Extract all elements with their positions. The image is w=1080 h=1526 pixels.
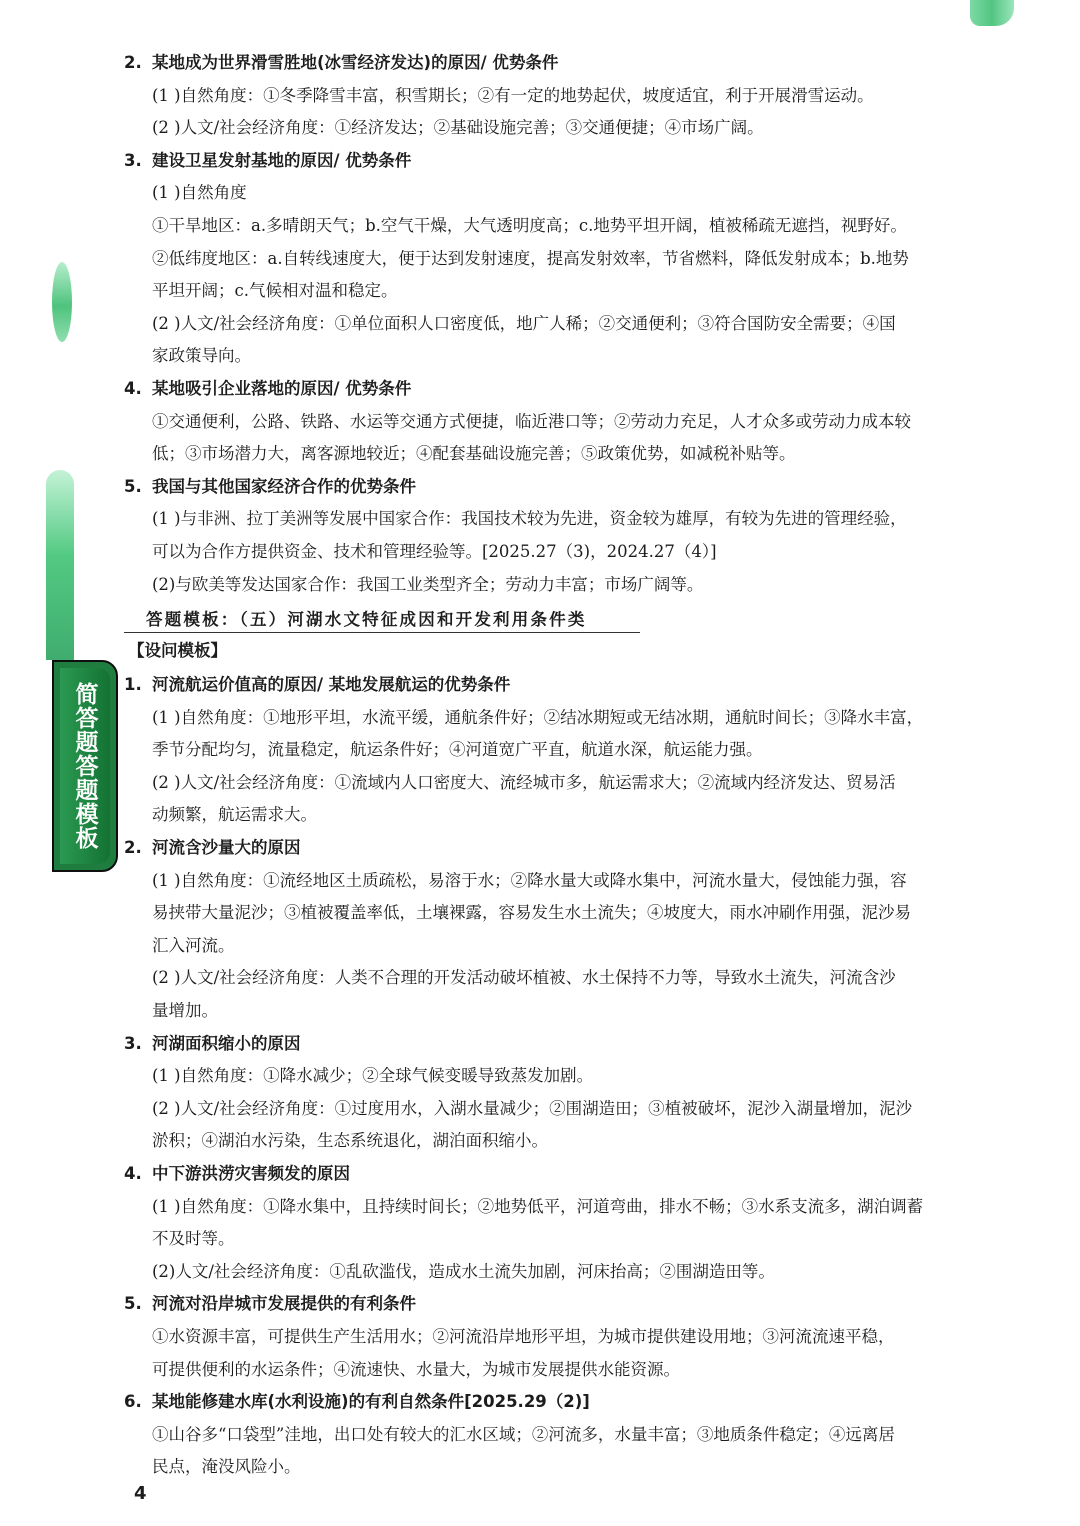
body-text-line: (1 )自然角度：①冬季降雪丰富，积雪期长；②有一定的地势起伏，坡度适宜，利于开展滑雪运动。 xyxy=(152,85,874,105)
section-title: 建设卫星发射基地的原因/ 优势条件 xyxy=(152,150,412,170)
section-title: 河流航运价值高的原因/ 某地发展航运的优势条件 xyxy=(152,675,511,694)
section-number: 2. xyxy=(124,53,142,72)
section-heading xyxy=(124,52,558,74)
section-title: 中下游洪涝灾害频发的原因 xyxy=(152,1164,350,1183)
body-text-line: 汇入河流。 xyxy=(152,935,235,955)
side-tab-inner xyxy=(60,668,110,864)
side-tab-label: 简答题答题模板 xyxy=(71,682,98,850)
section-title: 河湖面积缩小的原因 xyxy=(152,1033,301,1053)
body-text-line: (1 )自然角度 xyxy=(152,183,247,203)
section-number: 5. xyxy=(124,476,142,496)
body-text-line: (2 )人文/社会经济角度：①单位面积人口密度低，地广人稀；②交通便利；③符合国防安全需要；④国 xyxy=(152,313,896,333)
body-text-line: (1 )自然角度：①流经地区土质疏松，易溶于水；②降水量大或降水集中，河流水量大，侵蚀能力强，容 xyxy=(152,870,907,890)
body-text-line: 季节分配均匀，流量稳定，航运条件好；④河道宽广平直，航道水深，航运能力强。 xyxy=(152,740,763,760)
body-text-line: (2 )人文/社会经济角度：①经济发达；②基础设施完善；③交通便捷；④市场广阔。 xyxy=(152,118,764,138)
section-number: 1. xyxy=(124,675,142,694)
page-number: 4 xyxy=(134,1483,147,1504)
section-number: 4. xyxy=(124,1164,142,1183)
section-heading xyxy=(124,150,411,172)
section-title: 某地吸引企业落地的原因/ 优势条件 xyxy=(152,379,412,398)
body-text-line: (1 )与非洲、拉丁美洲等发展中国家合作：我国技术较为先进，资金较为雄厚，有较为先进的管理经验， xyxy=(152,509,907,529)
section-title: 某地成为世界滑雪胜地(冰雪经济发达)的原因/ 优势条件 xyxy=(152,53,559,72)
section-title: 河流对沿岸城市发展提供的有利条件 xyxy=(152,1294,416,1314)
body-text-line: (2 )人文/社会经济角度：①过度用水，入湖水量减少；②围湖造田；③植被破坏，泥沙入湖量增加，泥沙 xyxy=(152,1098,913,1118)
body-text-line: (1 )自然角度：①地形平坦，水流平缓，通航条件好；②结冰期短或无结冰期，通航时间长；③降水丰富， xyxy=(152,707,924,727)
section-title: 某地能修建水库(水利设施)的有利自然条件[2025.29（2)] xyxy=(152,1392,590,1412)
side-tab xyxy=(52,660,118,872)
section-heading xyxy=(124,476,416,498)
template-title: 答题模板：（五）河湖水文特征成因和开发利用条件类 xyxy=(146,610,587,629)
body-text-line: 低；③市场潜力大，离客源地较近；④配套基础设施完善；⑤政策优势，如减税补贴等。 xyxy=(152,444,796,464)
body-text-line: 易挟带大量泥沙；③植被覆盖率低，土壤裸露，容易发生水土流失；④坡度大，雨水冲刷作用强，泥沙易 xyxy=(152,903,911,923)
decorative-brush-mark xyxy=(970,0,1014,26)
body-text-line: ①交通便利，公路、铁路、水运等交通方式便捷，临近港口等；②劳动力充足，人才众多或劳动力成本较 xyxy=(152,411,911,431)
section-title: 河流含沙量大的原因 xyxy=(152,838,301,857)
body-text-line: 动频繁，航运需求大。 xyxy=(152,805,317,825)
decorative-brush-mark xyxy=(46,470,74,660)
section-number: 6. xyxy=(124,1392,142,1412)
body-text-line: 量增加。 xyxy=(152,1001,218,1020)
design-template-label: 【设问模板】 xyxy=(128,641,227,660)
section-number: 3. xyxy=(124,150,142,170)
body-text-line: 可以为合作方提供资金、技术和管理经验等。[2025.27（3)，2024.27（4）] xyxy=(152,542,717,561)
section-number: 4. xyxy=(124,379,142,398)
body-text-line: (2 )人文/社会经济角度：①流域内人口密度大、流经城市多，航运需求大；②流域内经济发达、贸易活 xyxy=(152,772,896,792)
body-text-line: (1 )自然角度：①降水减少；②全球气候变暖导致蒸发加剧。 xyxy=(152,1066,594,1086)
section-heading xyxy=(124,837,301,859)
section-number: 5. xyxy=(124,1294,142,1314)
section-heading xyxy=(124,674,510,696)
body-text-line: (2 )人文/社会经济角度：人类不合理的开发活动破坏植被、水土保持不力等，导致水土流失，河流含沙 xyxy=(152,968,896,988)
section-heading xyxy=(124,1391,590,1413)
body-text-line: ①水资源丰富，可提供生产生活用水；②河流沿岸地形平坦，为城市提供建设用地；③河流流速平稳， xyxy=(152,1327,895,1346)
body-text-line: 不及时等。 xyxy=(152,1229,235,1249)
body-text-line: ①干旱地区：a.多晴朗天气；b.空气干燥，大气透明度高；c.地势平坦开阔，植被稀疏无遮挡，视野好。 xyxy=(152,216,907,235)
body-text-line: 平坦开阔；c.气候相对温和稳定。 xyxy=(152,281,398,301)
body-text-line: 可提供便利的水运条件；④流速快、水量大，为城市发展提供水能资源。 xyxy=(152,1359,680,1379)
section-heading xyxy=(124,1293,416,1315)
body-text-line: (2)人文/社会经济角度：①乱砍滥伐，造成水土流失加剧，河床抬高；②围湖造田等。 xyxy=(152,1261,775,1281)
section-number: 3. xyxy=(124,1033,142,1053)
section-heading xyxy=(124,1163,350,1185)
body-text-line: 民点，淹没风险小。 xyxy=(152,1457,301,1477)
section-title: 我国与其他国家经济合作的优势条件 xyxy=(152,476,416,496)
body-text-line: 家政策导向。 xyxy=(152,346,251,366)
body-text-line: (1 )自然角度：①降水集中，且持续时间长；②地势低平，河道弯曲，排水不畅；③水系支流多，湖泊调蓄 xyxy=(152,1196,924,1216)
body-text-line: ②低纬度地区：a.自转线速度大，便于达到发射速度，提高发射效率，节省燃料，降低发射成本；b.地势 xyxy=(152,248,909,268)
section-heading xyxy=(124,1033,301,1055)
body-text-line: (2)与欧美等发达国家合作：我国工业类型齐全；劳动力丰富；市场广阔等。 xyxy=(152,574,704,594)
template-title-rule xyxy=(124,632,640,633)
body-text-line: ①山谷多“口袋型”洼地，出口处有较大的汇水区域；②河流多，水量丰富；③地质条件稳定；④远离居 xyxy=(152,1424,895,1444)
body-text-line: 淤积；④湖泊水污染，生态系统退化，湖泊面积缩小。 xyxy=(152,1131,548,1151)
section-number: 2. xyxy=(124,838,142,857)
decorative-brush-mark xyxy=(52,262,72,342)
section-heading xyxy=(124,378,411,400)
